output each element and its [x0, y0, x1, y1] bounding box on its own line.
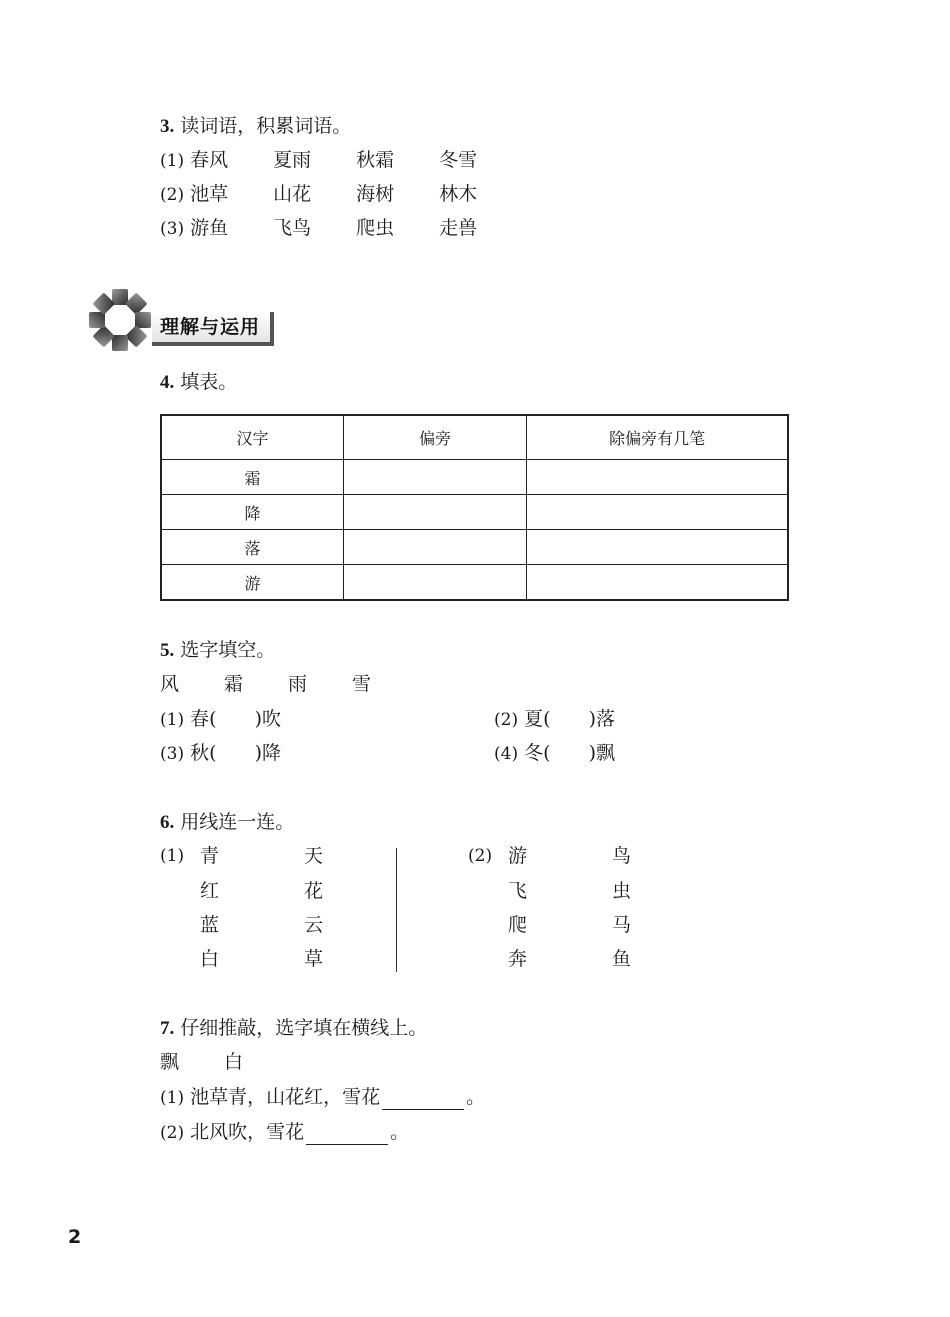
q5-item-after: )降 — [254, 742, 281, 764]
q4-heading — [160, 370, 237, 395]
q3-word: 飞鸟 — [273, 217, 312, 239]
q5-title: 选字填空。 — [180, 639, 276, 661]
q7-item-end: 。 — [390, 1121, 410, 1143]
q7-heading — [160, 1016, 427, 1041]
q5-item-after: )吹 — [254, 708, 281, 730]
q6-g2-left-word[interactable]: 游 — [508, 845, 528, 867]
q3-word: 林木 — [439, 183, 478, 205]
strokes-answer-cell[interactable] — [527, 530, 788, 565]
column-divider — [396, 848, 397, 972]
q7-option: 飘 — [160, 1051, 180, 1073]
q5-item-label: (1) — [160, 710, 185, 730]
table-char-cell: 降 — [161, 495, 343, 530]
q3-number: 3. — [160, 116, 175, 137]
q5-item-after: )飘 — [588, 742, 615, 764]
q7-options — [160, 1050, 288, 1074]
table-header: 汉字 — [161, 415, 343, 460]
q6-heading — [160, 810, 294, 835]
q7-option: 白 — [224, 1051, 244, 1073]
q5-item-before: 冬( — [524, 742, 551, 764]
radical-answer-cell[interactable] — [343, 495, 526, 530]
q5-item-label: (2) — [494, 710, 519, 730]
q5-heading — [160, 638, 275, 663]
q3-row-label: (3) — [160, 219, 185, 239]
q5-option: 雪 — [352, 673, 372, 695]
q3-row-2 — [160, 182, 522, 207]
strokes-answer-cell[interactable] — [527, 495, 788, 530]
strokes-answer-cell[interactable] — [527, 460, 788, 495]
flower-blocks-icon — [86, 286, 154, 354]
q6-g2-right-word[interactable]: 鱼 — [612, 948, 632, 970]
q7-answer-blank[interactable] — [382, 1089, 464, 1110]
q7-number: 7. — [160, 1018, 175, 1039]
q3-word: 走兽 — [439, 217, 478, 239]
q6-g1-right-word[interactable]: 天 — [304, 845, 324, 867]
q5-item-after: )落 — [588, 708, 615, 730]
q6-g2-right-word[interactable]: 虫 — [612, 880, 632, 902]
q7-item-label: (1) — [160, 1088, 185, 1108]
q3-heading — [160, 114, 351, 139]
q5-option: 霜 — [224, 673, 244, 695]
q6-g2-left-word[interactable]: 奔 — [508, 948, 528, 970]
q3-word: 池草 — [190, 183, 229, 205]
q3-word: 山花 — [273, 183, 312, 205]
q6-g1-right-word[interactable]: 花 — [304, 880, 324, 902]
q3-word: 游鱼 — [190, 217, 229, 239]
table-row — [161, 530, 788, 565]
q3-word: 爬虫 — [356, 217, 395, 239]
q6-g1-right-word[interactable]: 云 — [304, 914, 324, 936]
q7-item-2 — [160, 1120, 409, 1145]
q3-row-1 — [160, 148, 522, 173]
q5-item-3 — [160, 741, 281, 766]
q7-item-text: 池草青，山花红，雪花 — [190, 1086, 381, 1108]
q6-g1-left-word[interactable]: 青 — [200, 845, 220, 867]
q3-row-3 — [160, 216, 522, 241]
q6-g1-left-word[interactable]: 白 — [200, 948, 220, 970]
q6-g1-left-word[interactable]: 蓝 — [200, 914, 220, 936]
strokes-answer-cell[interactable] — [527, 565, 788, 601]
q3-word: 秋霜 — [356, 149, 395, 171]
table-row — [161, 565, 788, 601]
q6-g1-left-word[interactable]: 红 — [200, 880, 220, 902]
radical-answer-cell[interactable] — [343, 530, 526, 565]
q5-item-2 — [494, 707, 615, 732]
q4-title: 填表。 — [180, 371, 238, 393]
q5-item-before: 夏( — [524, 708, 551, 730]
q6-g2-left-word[interactable]: 爬 — [508, 914, 528, 936]
q3-row-label: (1) — [160, 151, 185, 171]
table-header-row — [161, 415, 788, 460]
q6-title: 用线连一连。 — [180, 811, 295, 833]
q3-title: 读词语，积累词语。 — [180, 115, 352, 137]
q5-option: 雨 — [288, 673, 308, 695]
q7-item-1 — [160, 1085, 485, 1110]
table-row — [161, 460, 788, 495]
stroke-table — [160, 414, 789, 601]
q3-word: 海树 — [356, 183, 395, 205]
q7-item-text: 北风吹，雪花 — [190, 1121, 305, 1143]
q3-row-label: (2) — [160, 185, 185, 205]
q6-number: 6. — [160, 812, 175, 833]
q6-g2-left-word[interactable]: 飞 — [508, 880, 528, 902]
q6-g1-right-word[interactable]: 草 — [304, 948, 324, 970]
q7-item-end: 。 — [466, 1086, 486, 1108]
q5-options — [160, 672, 416, 696]
q5-item-label: (3) — [160, 744, 185, 764]
section-title: 理解与运用 — [152, 312, 274, 346]
page-number: 2 — [68, 1226, 82, 1248]
q5-option: 风 — [160, 673, 180, 695]
q5-item-before: 秋( — [190, 742, 217, 764]
table-char-cell: 游 — [161, 565, 343, 601]
q3-word: 冬雪 — [439, 149, 478, 171]
table-char-cell: 落 — [161, 530, 343, 565]
table-row — [161, 495, 788, 530]
q5-item-1 — [160, 707, 281, 732]
q3-word: 春风 — [190, 149, 229, 171]
table-header: 除偏旁有几笔 — [527, 415, 788, 460]
q5-item-4 — [494, 741, 615, 766]
q6-g2-right-word[interactable]: 马 — [612, 914, 632, 936]
q5-number: 5. — [160, 640, 175, 661]
q7-title: 仔细推敲，选字填在横线上。 — [180, 1017, 428, 1039]
q5-item-before: 春( — [190, 708, 217, 730]
q4-number: 4. — [160, 372, 175, 393]
q3-word: 夏雨 — [273, 149, 312, 171]
q7-answer-blank[interactable] — [306, 1124, 388, 1145]
q6-g2-right-word[interactable]: 鸟 — [612, 845, 632, 867]
radical-answer-cell[interactable] — [343, 565, 526, 601]
q7-item-label: (2) — [160, 1123, 185, 1143]
q6-group1-label: (1) — [160, 846, 185, 866]
radical-answer-cell[interactable] — [343, 460, 526, 495]
table-char-cell: 霜 — [161, 460, 343, 495]
q6-group2-label: (2) — [468, 846, 493, 866]
q5-item-label: (4) — [494, 744, 519, 764]
table-header: 偏旁 — [343, 415, 526, 460]
